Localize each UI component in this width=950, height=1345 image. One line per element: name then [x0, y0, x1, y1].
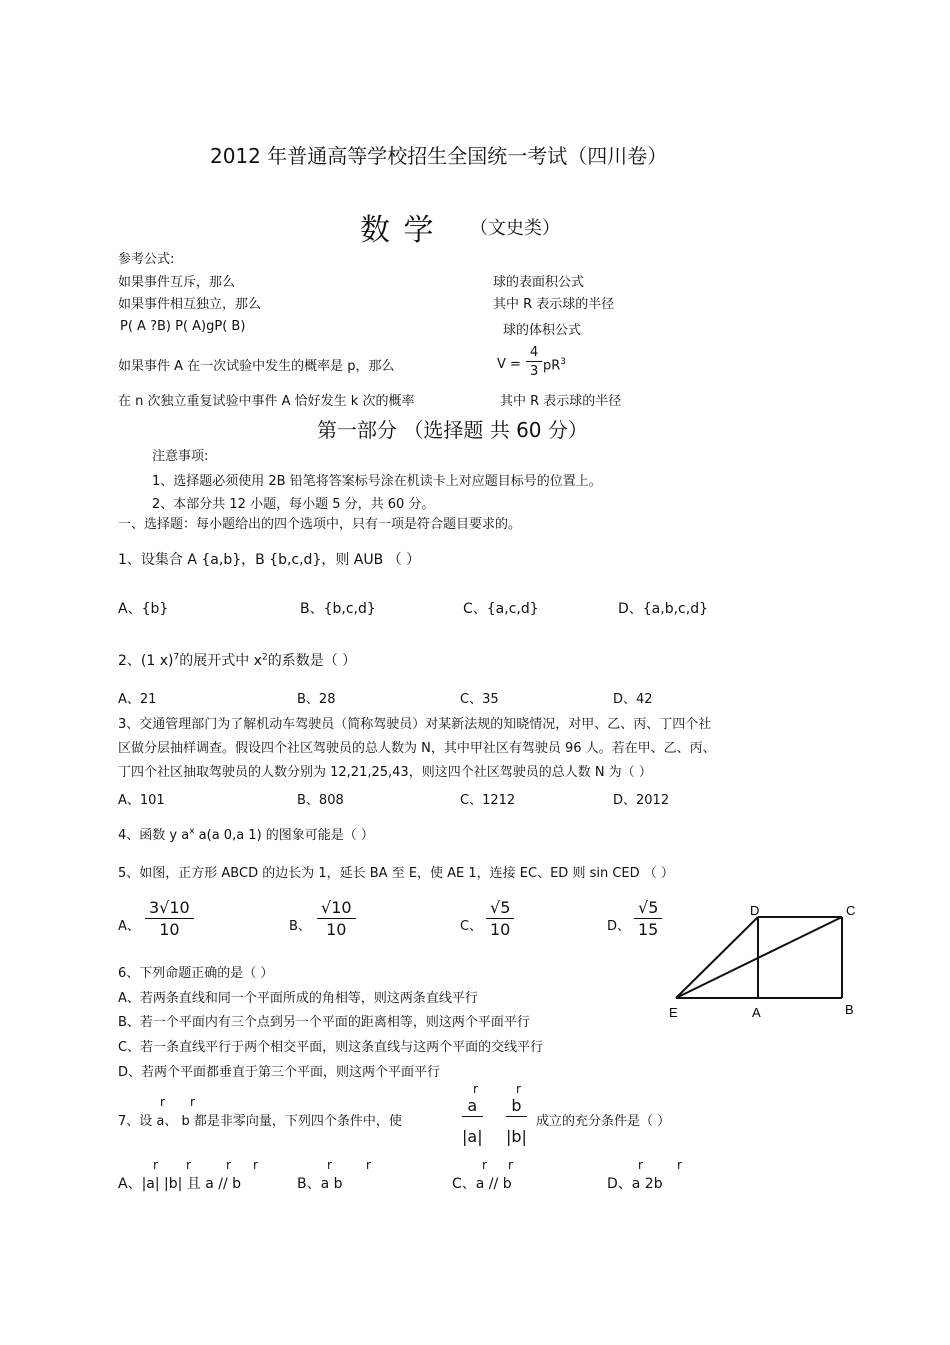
notice-title: 注意事项:: [152, 449, 209, 464]
q2-stem-pre: 2、(1 x): [118, 653, 174, 669]
q7-a-arrow-2: r: [186, 1158, 191, 1172]
q3-option-a: A、101: [118, 793, 165, 808]
q6-option-a: A、若两条直线和同一个平面所成的角相等，则这两条直线平行: [118, 991, 478, 1006]
q7-d-arrow-2: r: [677, 1158, 682, 1172]
sphere-volume-fraction: [526, 346, 542, 378]
q7-arrow-a: r: [160, 1095, 165, 1109]
q4-stem: [118, 824, 374, 843]
q5-c-numerator: √5: [486, 900, 514, 919]
q2-option-d: D、42: [613, 692, 653, 707]
formulas-heading: 参考公式:: [118, 252, 175, 267]
q2-exp2: 2: [261, 652, 268, 663]
q5-option-b-fraction: [317, 900, 356, 938]
q7-frac2-denominator: |b|: [506, 1127, 527, 1146]
formula-left-3: P( A ?B) P( A)gP( B): [120, 319, 246, 334]
q6-option-c: C、若一条直线平行于两个相交平面，则这条直线与这两个平面的交线平行: [118, 1040, 544, 1055]
q6-option-d: D、若两个平面都垂直于第三个平面，则这两个平面平行: [118, 1065, 441, 1080]
q5-option-b-label: B、: [289, 919, 311, 934]
q7-c-arrow-1: r: [482, 1158, 487, 1172]
q5-option-c-label: C、: [460, 919, 483, 934]
label-b: B: [845, 1002, 854, 1017]
q3-line-3: 丁四个社区抽取驾驶员的人数分别为 12,21,25,43，则这四个社区驾驶员的总人数 N 为（ ）: [118, 765, 652, 780]
exam-title: 2012 年普通高等学校招生全国统一考试（四川卷）: [210, 144, 668, 168]
part1-heading: 第一部分 （选择题 共 60 分）: [317, 418, 588, 442]
q7-b-arrow-2: r: [366, 1158, 371, 1172]
q2-stem-post: 的系数是（ ）: [267, 653, 357, 669]
q4-stem-pre: 4、函数 y a: [118, 828, 190, 843]
q5-d-denominator: 15: [638, 920, 659, 939]
label-d: D: [750, 903, 760, 918]
q3-line-2: 区做分层抽样调查。假设四个社区驾驶员的总人数为 N，其中甲社区有驾驶员 96 人。若在甲、乙、丙、: [118, 741, 716, 756]
q7-b-arrow-1: r: [327, 1158, 332, 1172]
sphere-volume-pr: pR: [543, 358, 561, 374]
q7-frac2-arrow: r: [516, 1082, 521, 1096]
q1-option-c: C、{a,c,d}: [463, 601, 539, 617]
q7-frac1-denominator: |a|: [462, 1127, 483, 1146]
formula-right-5: 其中 R 表示球的半径: [500, 394, 622, 409]
sphere-volume-rest: [543, 357, 566, 373]
q5-a-numerator: 3√10: [145, 900, 194, 919]
q7-option-c: C、a // b: [452, 1176, 512, 1192]
q7-option-b: B、a b: [297, 1176, 343, 1192]
q7-frac2-numerator: b: [506, 1098, 527, 1117]
q6-option-b: B、若一个平面内有三个点到另一个平面的距离相等，则这两个平面平行: [118, 1015, 530, 1030]
q2-stem-mid: 的展开式中 x: [179, 653, 262, 669]
q5-option-d-label: D、: [607, 919, 631, 934]
q1-option-b: B、{b,c,d}: [300, 601, 376, 617]
formula-left-4: 如果事件 A 在一次试验中发生的概率是 p，那么: [118, 359, 395, 374]
q7-stem-pre: 7、设 a、 b 都是非零向量，下列四个条件中，使: [118, 1114, 402, 1129]
square-figure: [660, 895, 870, 1025]
q5-b-numerator: √10: [317, 900, 356, 919]
instructions: 一、选择题：每小题给出的四个选项中，只有一项是符合题目要求的。: [118, 517, 522, 532]
q7-fraction-b: [506, 1098, 527, 1145]
q7-option-a: A、|a| |b| 且 a // b: [118, 1176, 242, 1192]
fraction-denominator: 3: [530, 364, 539, 379]
q7-option-d: D、a 2b: [607, 1176, 663, 1192]
q5-option-d-fraction: [634, 900, 662, 938]
q5-a-denominator: 10: [159, 920, 180, 939]
q7-a-arrow-4: r: [253, 1158, 258, 1172]
q5-c-denominator: 10: [490, 920, 511, 939]
notice-2: 2、本部分共 12 小题，每小题 5 分，共 60 分。: [152, 497, 435, 512]
sphere-volume-v: V =: [497, 357, 521, 372]
q5-stem: 5、如图，正方形 ABCD 的边长为 1，延长 BA 至 E，使 AE 1，连接 EC、ED 则 sin CED （ ）: [118, 866, 674, 881]
q5-option-c-fraction: [486, 900, 514, 938]
q2-stem: [118, 650, 356, 670]
q2-option-b: B、28: [297, 692, 336, 707]
label-a: A: [752, 1005, 761, 1020]
q7-a-arrow-3: r: [226, 1158, 231, 1172]
formula-right-2: 其中 R 表示球的半径: [493, 297, 615, 312]
formula-left-2: 如果事件相互独立，那么: [118, 297, 262, 312]
q7-c-arrow-2: r: [508, 1158, 513, 1172]
q3-line-1: 3、交通管理部门为了解机动车驾驶员（简称驾驶员）对某新法规的知晓情况，对甲、乙、丙、丁四个社: [118, 717, 712, 732]
formula-right-3: 球的体积公式: [503, 323, 582, 338]
q2-option-c: C、35: [460, 692, 499, 707]
q3-option-b: B、808: [297, 793, 344, 808]
q3-option-d: D、2012: [613, 793, 670, 808]
formula-left-5: 在 n 次独立重复试验中事件 A 恰好发生 k 次的概率: [118, 394, 415, 409]
q6-stem: 6、下列命题正确的是（ ）: [118, 966, 274, 981]
edge-ed: [676, 917, 758, 998]
q7-fraction-a: [462, 1098, 483, 1145]
formula-left-1: 如果事件互斥，那么: [118, 275, 236, 290]
q5-d-numerator: √5: [634, 900, 662, 919]
q1-option-d: D、{a,b,c,d}: [618, 601, 708, 617]
q7-stem-post: 成立的充分条件是（ ）: [536, 1114, 671, 1129]
q1-stem: 1、设集合 A {a,b}，B {b,c,d}，则 AUB （ ）: [118, 552, 421, 568]
notice-1: 1、选择题必须使用 2B 铅笔将答案标号涂在机读卡上对应题目标号的位置上。: [152, 474, 602, 489]
q5-b-denominator: 10: [326, 920, 347, 939]
q3-option-c: C、1212: [460, 793, 516, 808]
q4-stem-post: a(a 0,a 1) 的图象可能是（ ）: [194, 828, 374, 843]
q4-exp: x: [189, 826, 195, 837]
q5-option-a-label: A、: [118, 919, 140, 934]
subject-subtitle: （文史类）: [470, 218, 560, 239]
sphere-volume-exp: 3: [560, 357, 567, 367]
q7-a-arrow-1: r: [153, 1158, 158, 1172]
label-e: E: [669, 1005, 678, 1020]
q2-exp: 7: [173, 652, 180, 663]
fraction-numerator: 4: [526, 346, 542, 362]
q2-option-a: A、21: [118, 692, 157, 707]
subject-title: 数 学: [360, 213, 436, 248]
q7-arrow-b: r: [190, 1095, 195, 1109]
q5-option-a-fraction: [145, 900, 194, 938]
formula-right-1: 球的表面积公式: [493, 275, 585, 290]
q7-frac1-numerator: a: [462, 1098, 483, 1117]
q7-d-arrow-1: r: [638, 1158, 643, 1172]
label-c: C: [846, 903, 856, 918]
q7-frac1-arrow: r: [473, 1082, 478, 1096]
q1-option-a: A、{b}: [118, 601, 169, 617]
